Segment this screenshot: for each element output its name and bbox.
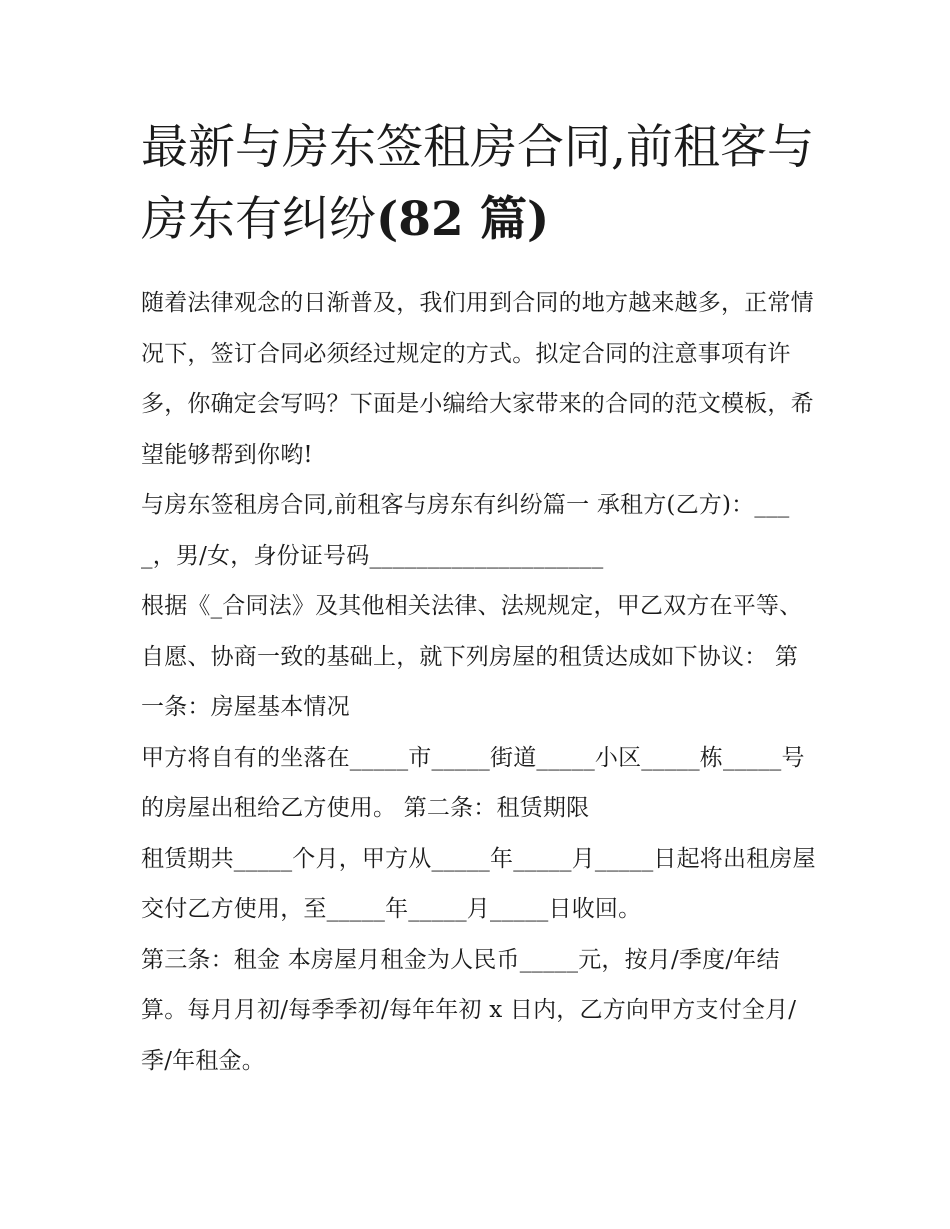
legal-basis-paragraph: 根据《_合同法》及其他相关法律、法规规定，甲乙双方在平等、自愿、协商一致的基础上，就下列房屋的租赁达成如下协议： 第一条：房屋基本情况 xyxy=(141,593,803,720)
property-location-paragraph: 甲方将自有的坐落在_____市_____街道_____小区_____栋_____号的房屋出租给乙方使用。 第二条：租赁期限 xyxy=(141,744,805,821)
intro-paragraph: 随着法律观念的日渐普及，我们用到合同的地方越来越多，正常情况下，签订合同必须经过规定的方式。拟定合同的注意事项有许多，你确定会写吗？下面是小编给大家带来的合同的范文模板，希望能够帮到你哟! xyxy=(141,290,814,468)
lease-term-paragraph: 租赁期共_____个月，甲方从_____年_____月_____日起将出租房屋交付乙方使用，至_____年_____月_____日收回。 xyxy=(141,845,816,922)
title-count: (82 篇) xyxy=(376,192,550,247)
tenant-info-paragraph: 与房东签租房合同,前租客与房东有纠纷篇一 承租方(乙方)：____，男/女，身份证号码____________________ xyxy=(141,492,790,569)
document-title xyxy=(141,112,821,256)
document-body xyxy=(141,278,821,1086)
rent-paragraph: 第三条：租金 本房屋月租金为人民币_____元，按月/季度/年结算。每月月初/每季季初/每年年初 x 日内，乙方向甲方支付全月/季/年租金。 xyxy=(141,946,797,1074)
title-text: 最新与房东签租房合同,前租客与房东有纠纷 xyxy=(141,120,814,247)
document-page xyxy=(141,112,821,1086)
